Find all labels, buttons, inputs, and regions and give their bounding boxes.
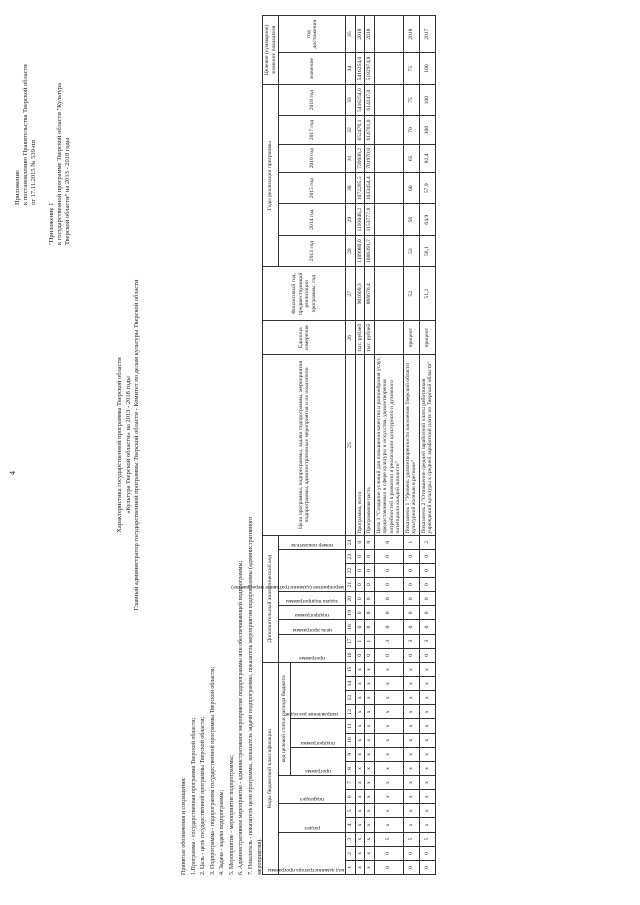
header-target-value: значение	[279, 53, 346, 85]
goal-text-cell: Программная часть	[365, 355, 375, 535]
year-value-cell: 57,9	[419, 172, 435, 204]
column-number: 4	[346, 818, 356, 832]
code-cell: 0	[374, 563, 403, 577]
year-value-cell	[374, 116, 403, 144]
code-cell: х	[365, 761, 375, 775]
code-cell: х	[419, 705, 435, 719]
header-goal-program: цель программы	[292, 626, 332, 633]
code-cell: х	[374, 677, 403, 691]
target-value-cell: 100	[419, 53, 435, 85]
code-cell: 1	[355, 634, 365, 648]
header-program-code: программа	[305, 768, 331, 775]
financial-year-cell	[374, 267, 403, 321]
code-cell: 0	[374, 549, 403, 563]
header-task: задача подпрограммы	[286, 598, 338, 605]
goal-text-cell: Показатель 1 "Уровень удовлетворенности населения Тверской области культурной жизнью в регионе"	[403, 355, 419, 535]
code-cell: х	[365, 776, 375, 790]
code-cell: х	[355, 860, 365, 874]
column-number: 32	[346, 116, 356, 144]
legend-line: 3. Подпрограмма - подпрограмма государственной программы Тверской области;	[209, 666, 216, 875]
legend-line: Принятые обозначения и сокращения:	[181, 777, 187, 875]
code-cell: 5	[419, 832, 435, 846]
code-cell: х	[355, 691, 365, 705]
column-number: 5	[346, 804, 356, 818]
column-number: 18	[346, 620, 356, 634]
appendix-2-line: Тверской области" на 2013 - 2018 годы	[64, 137, 71, 245]
code-cell: 0	[403, 592, 419, 606]
header-budget-codes: Коды бюджетной классификации	[263, 662, 279, 874]
target-year-cell: 2018	[365, 16, 375, 53]
code-cell: х	[355, 818, 365, 832]
header-number: номер показателя	[291, 541, 333, 548]
code-cell: 0	[419, 860, 435, 874]
code-cell: х	[403, 691, 419, 705]
code-cell: х	[374, 691, 403, 705]
legend-line: 2. Цель - цель государственной программы Тверской области;	[200, 716, 206, 875]
year-value-cell	[374, 172, 403, 204]
year-value-cell	[374, 204, 403, 235]
code-cell: х	[419, 691, 435, 705]
code-cell: х	[365, 846, 375, 860]
appendix-1-line: к постановлению Правительства Тверской области	[22, 64, 29, 205]
code-cell: х	[365, 719, 375, 733]
column-number: 17	[346, 634, 356, 648]
code-cell: 0	[374, 860, 403, 874]
header-subsection: подраздел	[300, 796, 324, 803]
title-line: Главный администратор государственной программы Тверской области - Комитет по делам культуры Тверской области	[133, 279, 140, 611]
legend-line: мероприятия).	[257, 838, 263, 875]
code-cell: х	[374, 719, 403, 733]
year-value-cell: 56	[403, 204, 419, 235]
column-number: 19	[346, 606, 356, 620]
unit-cell: тыс. рублей	[365, 321, 375, 355]
financial-year-cell: 52	[403, 267, 419, 321]
column-number: 11	[346, 719, 356, 733]
column-number: 23	[346, 549, 356, 563]
code-cell: 3	[374, 634, 403, 648]
header-target-title: Целевое (суммарное) значение показателя	[263, 16, 279, 85]
appendix-1-line: от 17.11.2015 № 539-пп	[30, 140, 37, 205]
column-number: 10	[346, 733, 356, 747]
target-value-cell: 5416254,0	[355, 53, 365, 85]
header-goals: Цели программы, подпрограммы, задачи подпрограммы, мероприятия подпрограммы, административные мероприятия и их показатели	[263, 355, 346, 535]
header-year: 2013 год	[279, 235, 346, 267]
code-cell: х	[419, 790, 435, 804]
column-number: 14	[346, 677, 356, 691]
year-value-cell: 1033454,4	[365, 172, 375, 204]
target-year-cell: 2018	[355, 16, 365, 53]
code-cell: 5	[374, 832, 403, 846]
code-cell: 0	[355, 620, 365, 634]
legend-line: 6. Административное мероприятие - административное мероприятие подпрограммы или обеспечивающей подпрограммы;	[238, 560, 244, 875]
code-cell: х	[365, 832, 375, 846]
column-number: 28	[346, 235, 356, 267]
header-year: 2015 год	[279, 172, 346, 204]
code-cell: х	[365, 860, 375, 874]
code-cell: 0	[355, 648, 365, 662]
table-row	[355, 16, 365, 875]
year-value-cell: 1193046,2	[355, 204, 365, 235]
code-cell: 0	[365, 563, 375, 577]
code-cell: 5	[403, 832, 419, 846]
code-cell: 0	[419, 648, 435, 662]
header-year: 2014 год	[279, 204, 346, 235]
code-cell: х	[374, 761, 403, 775]
legend-line: 7. Показатель - показатель цели программы, показатель задачи подпрограммы, показатель мероприятия подпрограммы (административного	[247, 516, 254, 875]
header-admin-code: код администратора программы	[267, 867, 344, 873]
code-cell: 0	[374, 606, 403, 620]
header-section: раздел	[304, 824, 320, 831]
code-cell: 1	[365, 634, 375, 648]
target-year-cell	[374, 16, 403, 53]
table-row	[403, 16, 419, 875]
target-value-cell: 75	[403, 53, 419, 85]
code-cell: х	[365, 818, 375, 832]
header-years-title: Годы реализации программы	[263, 84, 279, 267]
table-header-row	[263, 16, 279, 875]
column-number: 27	[346, 267, 356, 321]
code-cell: х	[365, 705, 375, 719]
header-target-year: год достижения	[279, 16, 346, 53]
code-cell: х	[355, 662, 365, 676]
column-number: 2	[346, 846, 356, 860]
code-cell: х	[419, 719, 435, 733]
financial-year-cell: 901609,3	[355, 267, 365, 321]
code-cell: 0	[374, 578, 403, 592]
code-cell: х	[403, 776, 419, 790]
table-row	[365, 16, 375, 875]
code-cell: х	[355, 832, 365, 846]
year-value-cell: 100	[419, 84, 435, 116]
target-value-cell: 5182974,9	[365, 53, 375, 85]
column-number: 24	[346, 535, 356, 549]
code-cell: х	[355, 677, 365, 691]
column-number: 35	[346, 16, 356, 53]
code-cell: 0	[374, 535, 403, 549]
year-value-cell: 60	[403, 172, 419, 204]
year-value-cell: 1109980,0	[355, 235, 365, 267]
code-cell: х	[374, 818, 403, 832]
code-cell: 0	[419, 606, 435, 620]
header-additional-code: Дополнительный аналитический код	[263, 535, 279, 662]
code-cell: 0	[365, 535, 375, 549]
year-value-cell: 82,4	[419, 144, 435, 172]
column-number: 25	[346, 355, 356, 535]
code-cell: х	[403, 747, 419, 761]
target-year-cell: 2018	[403, 16, 419, 53]
code-cell: х	[365, 747, 375, 761]
header-target-article: код целевой статьи расхода бюджета	[279, 662, 291, 775]
code-cell: х	[403, 677, 419, 691]
year-value-cell: 100	[419, 116, 435, 144]
code-cell: х	[374, 733, 403, 747]
header-subprogram-2: подпрограмма	[294, 612, 330, 619]
code-cell: х	[403, 705, 419, 719]
appendix-2-line: к государственной программе Тверской области "Культура	[56, 82, 63, 245]
code-cell: х	[365, 790, 375, 804]
column-number: 30	[346, 172, 356, 204]
table-row	[374, 16, 403, 875]
code-cell: 0	[355, 592, 365, 606]
code-cell: 0	[365, 578, 375, 592]
code-cell: х	[419, 747, 435, 761]
code-cell: х	[419, 804, 435, 818]
column-number: 29	[346, 204, 356, 235]
code-cell: 0	[419, 578, 435, 592]
code-cell: 0	[365, 648, 375, 662]
column-number: 1	[346, 860, 356, 874]
code-cell: 0	[403, 860, 419, 874]
header-subprogram-code: подпрограмма	[300, 739, 336, 746]
code-cell: 0	[419, 592, 435, 606]
year-value-cell: 1006391,7	[365, 235, 375, 267]
year-value-cell: 652476,1	[355, 116, 365, 144]
code-cell: х	[374, 662, 403, 676]
year-value-cell: 65	[403, 144, 419, 172]
code-cell: х	[355, 804, 365, 818]
goal-text-cell: Цель 1 "Создание условий для повышения качества и разнообразия услуг, предоставляемых в сфере культуры и искусства, удовлетворения потребностей в развитии и реализации культурного и духовного потенциала каждой личности"	[374, 355, 403, 535]
legend-line: 1.Программа - государственная программа Тверской области;	[190, 717, 197, 875]
code-cell: х	[365, 691, 375, 705]
code-cell: 0	[419, 563, 435, 577]
goal-text-cell: Показатель 2 "Отношение средней заработной платы работников учреждений культуры к средней заработной плате по Тверской области"	[419, 355, 435, 535]
code-cell: 0	[355, 563, 365, 577]
year-value-cell: 53	[403, 235, 419, 267]
header-measure: мероприятие (административное мероприятие)	[231, 584, 344, 591]
code-cell: х	[403, 662, 419, 676]
abbreviations-legend	[180, 516, 266, 875]
code-cell: х	[355, 733, 365, 747]
code-cell: х	[403, 804, 419, 818]
code-cell: х	[365, 662, 375, 676]
year-value-cell	[374, 144, 403, 172]
code-cell: х	[374, 776, 403, 790]
appendix-2-header	[48, 10, 72, 245]
code-cell: 3	[403, 634, 419, 648]
title-line: «Культура Тверской области» на 2013 - 2018 годы	[124, 376, 132, 514]
financial-year-cell: 866670,4	[365, 267, 375, 321]
code-cell: х	[355, 776, 365, 790]
year-value-cell	[374, 235, 403, 267]
column-number: 13	[346, 691, 356, 705]
code-cell: 0	[419, 620, 435, 634]
code-cell: 0	[403, 620, 419, 634]
target-year-cell: 2017	[419, 16, 435, 53]
appendix-1-header	[14, 15, 38, 205]
appendix-2-line: "Приложение 1	[48, 202, 55, 245]
header-direction: направление расходов	[285, 711, 339, 718]
column-numbers-row	[346, 16, 356, 875]
legend-line: 4. Задача - задача подпрограммы;	[219, 789, 225, 875]
year-value-cell: 64,9	[419, 204, 435, 235]
code-cell: х	[374, 747, 403, 761]
page-number: 4	[8, 471, 17, 475]
unit-cell: тыс. рублей	[355, 321, 365, 355]
year-value-cell: 70	[403, 116, 419, 144]
column-number: 22	[346, 563, 356, 577]
appendix-1-line: Приложение	[14, 170, 21, 205]
title-line: Характеристика государственной программы Тверской области	[116, 357, 123, 533]
unit-cell: процент	[403, 321, 419, 355]
code-cell: 0	[403, 606, 419, 620]
code-cell: 0	[365, 549, 375, 563]
table-row	[419, 16, 435, 875]
code-cell: х	[355, 719, 365, 733]
code-cell: х	[374, 705, 403, 719]
code-cell: х	[419, 733, 435, 747]
code-cell: 0	[374, 846, 403, 860]
unit-cell	[374, 321, 403, 355]
target-value-cell	[374, 53, 403, 85]
column-number: 21	[346, 578, 356, 592]
code-cell: х	[355, 846, 365, 860]
goal-text-cell: Программа, всего	[355, 355, 365, 535]
code-cell: х	[403, 733, 419, 747]
code-cell: х	[365, 733, 375, 747]
column-number: 6	[346, 790, 356, 804]
code-cell: х	[419, 677, 435, 691]
year-value-cell	[374, 84, 403, 116]
code-cell: 0	[419, 549, 435, 563]
code-cell: 2	[419, 535, 435, 549]
header-year: 2016 год	[279, 144, 346, 172]
code-cell: х	[419, 818, 435, 832]
header-program: программа	[299, 654, 325, 661]
code-cell: 0	[365, 606, 375, 620]
code-cell: х	[419, 776, 435, 790]
unit-cell: процент	[419, 321, 435, 355]
code-cell: х	[374, 804, 403, 818]
year-value-cell: 56,1	[419, 235, 435, 267]
code-cell: х	[355, 790, 365, 804]
code-cell: 0	[374, 648, 403, 662]
column-number: 31	[346, 144, 356, 172]
legend-line: 5. Мероприятие - мероприятие подпрограммы;	[228, 755, 235, 875]
code-cell: 0	[355, 549, 365, 563]
column-number: 12	[346, 705, 356, 719]
code-cell: х	[403, 761, 419, 775]
code-cell: х	[355, 705, 365, 719]
financial-year-cell: 51,2	[419, 267, 435, 321]
code-cell: 0	[374, 620, 403, 634]
column-number: 26	[346, 321, 356, 355]
year-value-cell: 5416254,0	[355, 84, 365, 116]
code-cell: 0	[374, 592, 403, 606]
year-value-cell: 614701,0	[365, 116, 375, 144]
year-value-cell: 739936,2	[355, 144, 365, 172]
code-cell: 0	[419, 846, 435, 860]
code-cell: х	[403, 818, 419, 832]
code-cell: 0	[403, 549, 419, 563]
code-cell: 1	[403, 535, 419, 549]
code-cell: 0	[403, 846, 419, 860]
column-number: 20	[346, 592, 356, 606]
column-number: 16	[346, 648, 356, 662]
column-number: 15	[346, 662, 356, 676]
code-cell: 0	[355, 535, 365, 549]
code-cell: 0	[365, 592, 375, 606]
header-unit: Единица измерения	[263, 321, 346, 355]
column-number: 33	[346, 84, 356, 116]
code-cell: 0	[403, 578, 419, 592]
code-cell: 0	[355, 606, 365, 620]
header-year: 2018 год	[279, 84, 346, 116]
code-cell: х	[419, 662, 435, 676]
header-financial-year: Финансовый год, предшествующий реализации программы, год	[263, 267, 346, 321]
document-title	[116, 225, 142, 665]
year-value-cell: 614247,0	[365, 84, 375, 116]
code-cell: 0	[403, 563, 419, 577]
code-cell: 3	[419, 634, 435, 648]
code-cell: х	[403, 719, 419, 733]
column-number: 7	[346, 776, 356, 790]
code-cell: х	[419, 761, 435, 775]
code-cell: 0	[403, 648, 419, 662]
year-value-cell: 75	[403, 84, 419, 116]
column-number: 3	[346, 832, 356, 846]
code-cell: х	[374, 790, 403, 804]
column-number: 34	[346, 53, 356, 85]
year-value-cell: 1153777,8	[365, 204, 375, 235]
code-cell: х	[365, 804, 375, 818]
code-cell: х	[355, 761, 365, 775]
code-cell: 0	[355, 578, 365, 592]
column-number: 8	[346, 761, 356, 775]
code-cell: х	[355, 747, 365, 761]
code-cell: 0	[365, 620, 375, 634]
year-value-cell: 701970,0	[365, 144, 375, 172]
year-value-cell: 1072285,5	[355, 172, 365, 204]
code-cell: х	[365, 677, 375, 691]
column-number: 9	[346, 747, 356, 761]
code-cell: х	[403, 790, 419, 804]
header-year: 2017 год	[279, 116, 346, 144]
